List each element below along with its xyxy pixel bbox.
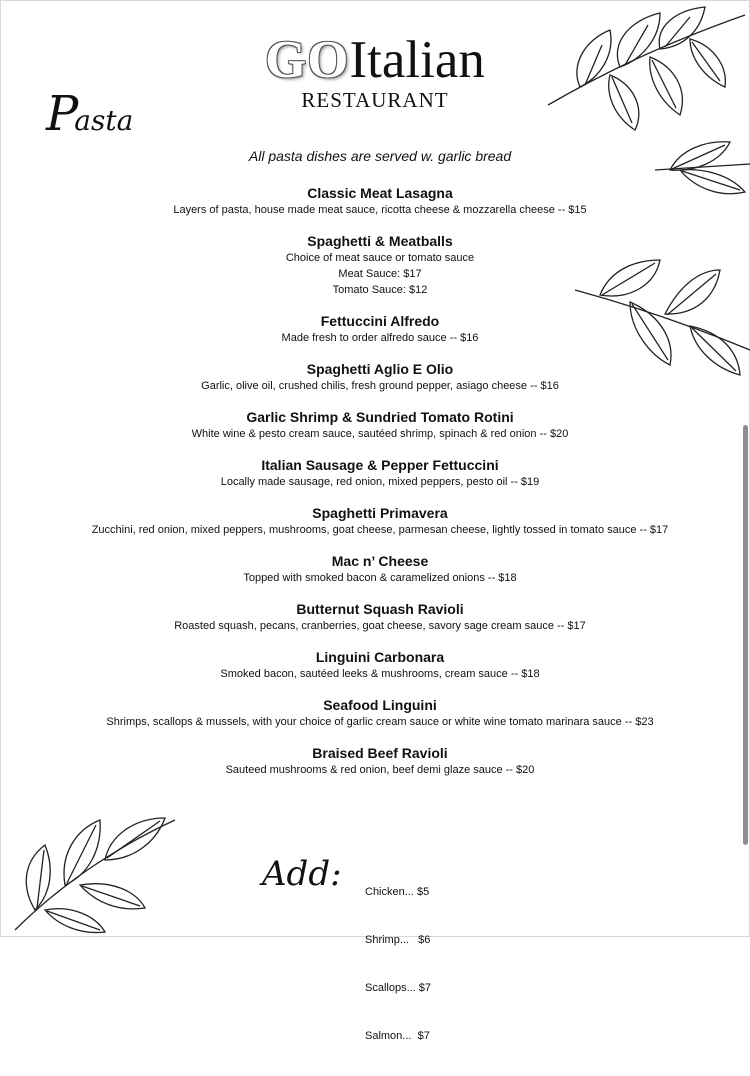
menu-item-description: Made fresh to order alfredo sauce -- $16 xyxy=(281,332,479,344)
menu-item-name: Spaghetti & Meatballs xyxy=(307,233,453,249)
section-title xyxy=(46,86,133,142)
menu-item-name: Braised Beef Ravioli xyxy=(312,745,448,761)
menu-item-name: Fettuccini Alfredo xyxy=(320,313,440,329)
leaf-branch-bottom-left-illustration xyxy=(10,800,180,935)
menu-item xyxy=(0,744,750,778)
menu-item-name: Italian Sausage & Pepper Fettuccini xyxy=(261,457,499,473)
menu-item-description: Choice of meat sauce or tomato sauce xyxy=(285,252,475,264)
addons-section xyxy=(262,848,502,1042)
menu-item-description: Garlic, olive oil, crushed chilis, fresh ground pepper, asiago cheese -- $16 xyxy=(201,380,559,392)
menu-item xyxy=(0,456,750,490)
menu-item-description: White wine & pesto cream sauce, sautéed shrimp, spinach & red onion -- $20 xyxy=(191,428,569,440)
menu-item-description: Zucchini, red onion, mixed peppers, mushrooms, goat cheese, parmesan cheese, lightly tossed in tomato sauce -- $17 xyxy=(91,524,669,536)
addons-list xyxy=(365,852,431,1076)
addon-item: Chicken... $5 xyxy=(365,886,430,898)
menu-item-name: Seafood Linguini xyxy=(323,697,437,713)
menu-item-name: Butternut Squash Ravioli xyxy=(296,601,464,617)
section-title-initial: P xyxy=(46,86,79,142)
menu-item xyxy=(0,600,750,634)
menu-list xyxy=(0,184,750,792)
addon-item: Scallops... $7 xyxy=(365,982,432,994)
logo-italian-text: Italian xyxy=(349,31,485,89)
addon-item: Shrimp... $6 xyxy=(365,934,431,946)
menu-item-description: Layers of pasta, house made meat sauce, ricotta cheese & mozzarella cheese -- $15 xyxy=(173,204,587,216)
menu-item-description: Locally made sausage, red onion, mixed peppers, pesto oil -- $19 xyxy=(220,476,540,488)
menu-item-name: Garlic Shrimp & Sundried Tomato Rotini xyxy=(246,409,514,425)
menu-item xyxy=(0,552,750,586)
menu-item-description: Roasted squash, pecans, cranberries, goat cheese, savory sage cream sauce -- $17 xyxy=(174,620,586,632)
menu-item-description: Smoked bacon, sautéed leeks & mushrooms, cream sauce -- $18 xyxy=(220,668,540,680)
menu-item-price-option: Meat Sauce: $17 xyxy=(338,268,422,280)
menu-item-description: Sauteed mushrooms & red onion, beef demi glaze sauce -- $20 xyxy=(225,764,535,776)
menu-item xyxy=(0,184,750,218)
addons-title: Add: xyxy=(262,854,342,894)
menu-item-name: Classic Meat Lasagna xyxy=(307,185,453,201)
restaurant-logo xyxy=(265,30,485,90)
menu-item-price-option: Tomato Sauce: $12 xyxy=(332,284,428,296)
menu-item xyxy=(0,648,750,682)
menu-item-name: Spaghetti Aglio E Olio xyxy=(306,361,454,377)
menu-item-description: Topped with smoked bacon & caramelized onions -- $18 xyxy=(243,572,517,584)
menu-item xyxy=(0,408,750,442)
section-note: All pasta dishes are served w. garlic bread xyxy=(248,148,512,164)
logo-go-text: GO xyxy=(265,31,350,89)
menu-item xyxy=(0,360,750,394)
menu-item-name: Mac n’ Cheese xyxy=(331,553,429,569)
addon-item: Salmon... $7 xyxy=(365,1030,430,1042)
menu-item xyxy=(0,312,750,346)
restaurant-subtitle: RESTAURANT xyxy=(301,88,449,112)
menu-item xyxy=(0,504,750,538)
menu-item xyxy=(0,696,750,730)
section-title-rest: asta xyxy=(74,104,134,137)
vertical-scrollbar[interactable] xyxy=(743,425,748,845)
menu-item-name: Linguini Carbonara xyxy=(315,649,445,665)
menu-item-description: Shrimps, scallops & mussels, with your choice of garlic cream sauce or white wine tomato marinara sauce -- $23 xyxy=(106,716,654,728)
menu-item-name: Spaghetti Primavera xyxy=(312,505,448,521)
menu-item xyxy=(0,232,750,298)
